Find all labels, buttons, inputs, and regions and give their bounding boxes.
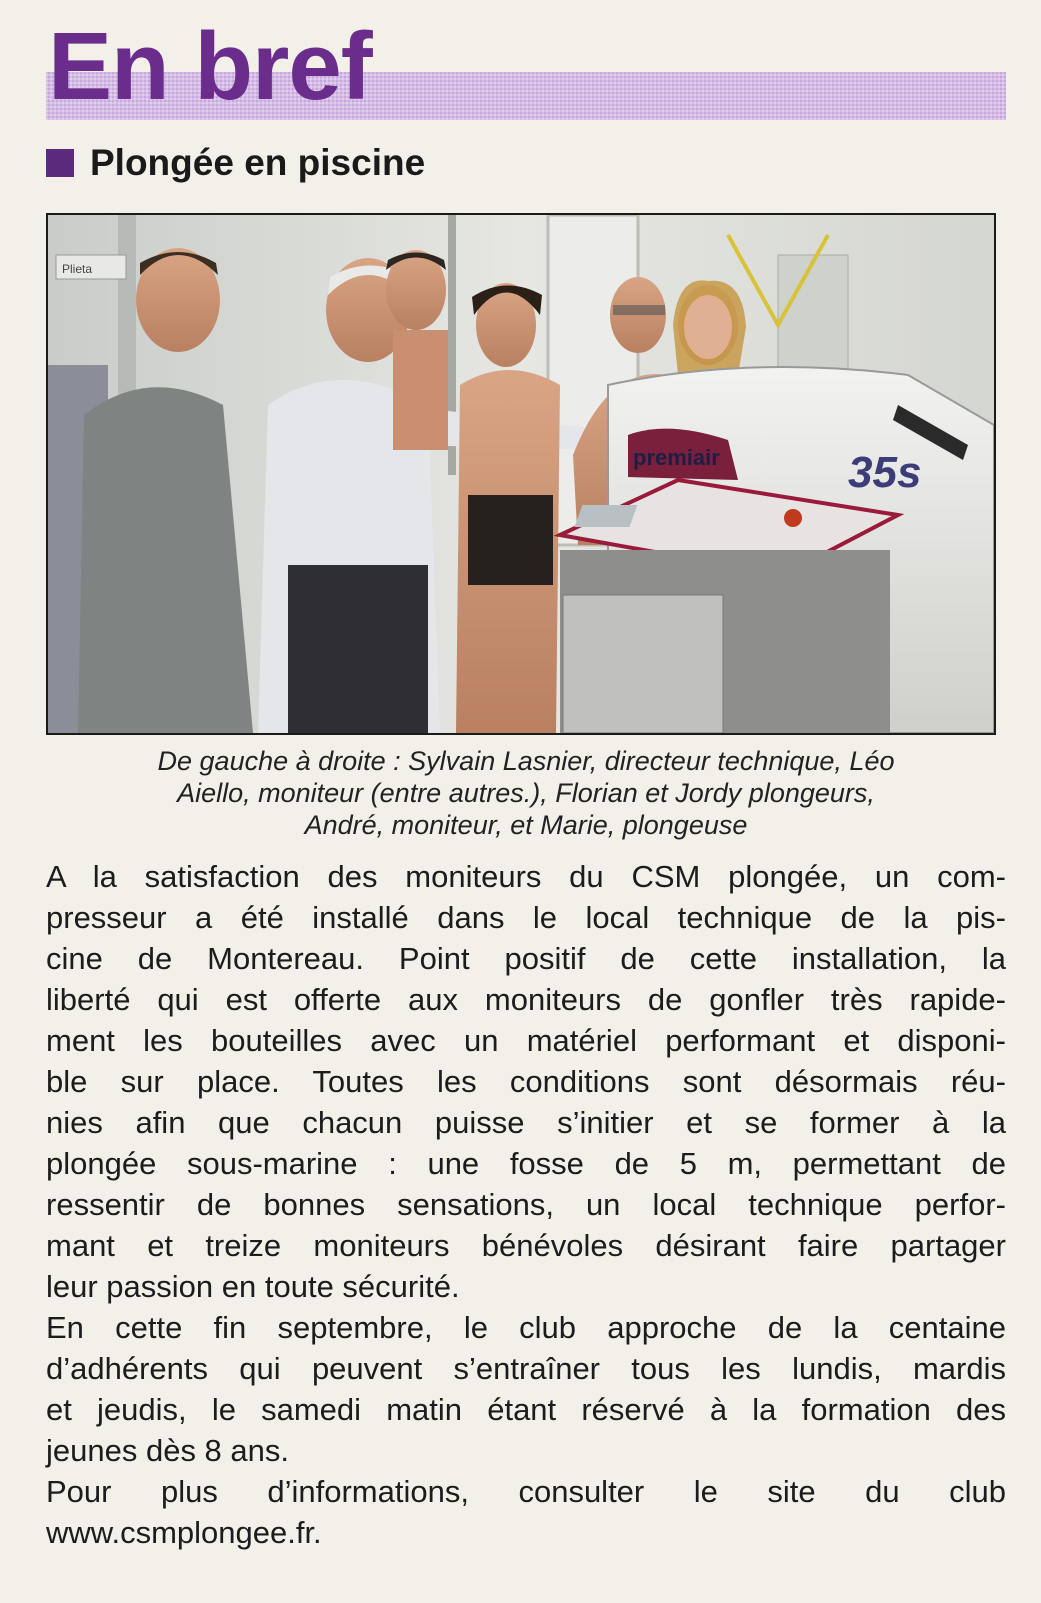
body-line: mant et treize moniteurs bénévoles désirant faire partager xyxy=(46,1228,1006,1263)
machine-model: 35s xyxy=(848,448,922,497)
body-line: A la satisfaction des moniteurs du CSM plongée, un com- xyxy=(46,859,1006,894)
club-website: www.csmplongee.fr. xyxy=(46,1515,322,1550)
person-6 xyxy=(673,280,746,375)
body-line: cine de Montereau. Point positif de cette installation, la xyxy=(46,941,1006,976)
body-line: plongée sous-marine : une fosse de 5 m, permettant de xyxy=(46,1146,1006,1181)
body-line: jeunes dès 8 ans. xyxy=(46,1433,290,1468)
headline-bullet-icon xyxy=(46,149,74,177)
person-3 xyxy=(386,250,448,450)
body-line: presseur a été installé dans le local technique de la pis- xyxy=(46,900,1006,935)
body-line: et jeudis, le samedi matin étant réservé à la formation des xyxy=(46,1392,1006,1427)
section-header xyxy=(46,13,1006,128)
caption-line: De gauche à droite : Sylvain Lasnier, directeur technique, Léo xyxy=(157,746,895,776)
headline-row xyxy=(46,143,425,183)
wall-sign-text: Plieta xyxy=(62,262,93,276)
photo-caption xyxy=(46,745,1006,841)
body-line: ressentir de bonnes sensations, un local technique perfor- xyxy=(46,1187,1006,1222)
article-body xyxy=(46,856,1006,1553)
caption-line: Aiello, moniteur (entre autres.), Florian et Jordy plongeurs, xyxy=(177,778,875,808)
body-line: leur passion en toute sécurité. xyxy=(46,1269,460,1304)
body-line: ment les bouteilles avec un matériel performant et disponi- xyxy=(46,1023,1006,1058)
article-headline: Plongée en piscine xyxy=(90,142,426,183)
body-line: liberté qui est offerte aux moniteurs de gonfler très rapide- xyxy=(46,982,1006,1017)
body-line: ble sur place. Toutes les conditions sont désormais réu- xyxy=(46,1064,1006,1099)
machine-brand: premiair xyxy=(633,445,720,470)
body-line: Pour plus d’informations, consulter le site du club xyxy=(46,1474,1006,1509)
caption-line: André, moniteur, et Marie, plongeuse xyxy=(304,810,748,840)
section-title: En bref xyxy=(48,13,372,120)
body-line: d’adhérents qui peuvent s’entraîner tous les lundis, mardis xyxy=(46,1351,1006,1386)
body-line: En cette fin septembre, le club approche de la centaine xyxy=(46,1310,1006,1345)
pipe-left xyxy=(118,215,136,415)
article-photo xyxy=(46,213,996,735)
body-line: nies afin que chacun puisse s’initier et se former à la xyxy=(46,1105,1006,1140)
compressor xyxy=(560,367,994,733)
